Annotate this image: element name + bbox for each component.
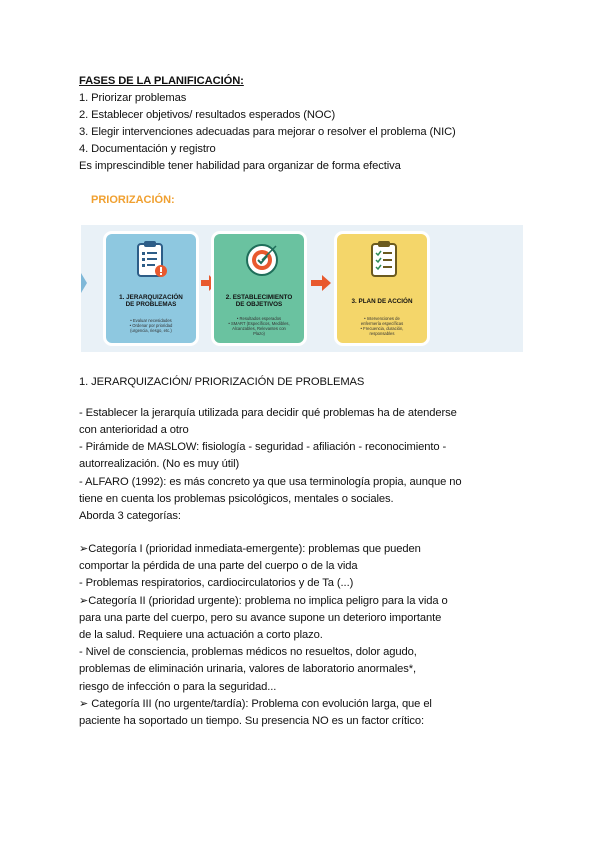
section1-line-2: con anterioridad a otro bbox=[79, 424, 189, 436]
card3-title-1: 3. PLAN DE ACCIÓN bbox=[351, 298, 413, 305]
category-line-8: problemas de eliminación urinaria, valores de laboratorio anormales*, bbox=[79, 663, 416, 675]
category-line-4: ➢Categoría II (prioridad urgente): problema no implica peligro para la vida o bbox=[79, 595, 448, 607]
phases-note: Es imprescindible tener habilidad para organizar de forma efectiva bbox=[79, 160, 401, 172]
clipboard-alert-icon bbox=[134, 240, 170, 280]
section1-line-7: Aborda 3 categorías: bbox=[79, 510, 181, 522]
section1-line-6: tiene en cuenta los problemas psicológicos, mentales o sociales. bbox=[79, 493, 394, 505]
card-plan-accion bbox=[334, 231, 430, 346]
card3-bullet-3: • Frecuencia, duración, bbox=[360, 326, 404, 331]
left-edge-arrow-icon bbox=[81, 273, 87, 293]
card-objetivos bbox=[211, 231, 307, 346]
card-jerarquizacion bbox=[103, 231, 199, 346]
phase-item-3: 3. Elegir intervenciones adecuadas para mejorar o resolver el problema (NIC) bbox=[79, 126, 456, 138]
card1-bullet-2: • Ordenar por prioridad bbox=[129, 323, 173, 328]
card2-title-1: 2. ESTABLECIMIENTO bbox=[225, 294, 293, 301]
phases-title: FASES DE LA PLANIFICACIÓN: bbox=[79, 75, 244, 87]
phase-item-4: 4. Documentación y registro bbox=[79, 143, 216, 155]
card2-bullet-4: Plazo) bbox=[253, 331, 265, 336]
priorizacion-heading: PRIORIZACIÓN: bbox=[91, 194, 175, 206]
card2-bullet-2: • SMART (Específicos, Medibles, bbox=[228, 321, 290, 326]
arrow-right-icon bbox=[311, 275, 331, 291]
category-line-5: para una parte del cuerpo, pero su avance supone un deterioro importante bbox=[79, 612, 442, 624]
card2-bullet-1: • Resultados esperados bbox=[236, 316, 282, 321]
card3-bullet-2: enfermería específicas bbox=[360, 321, 404, 326]
card3-bullet-4: responsables bbox=[369, 331, 395, 336]
section1-line-1: - Establecer la jerarquía utilizada para decidir qué problemas ha de atenderse bbox=[79, 407, 457, 419]
card1-title-2: DE PROBLEMAS bbox=[125, 301, 177, 308]
category-line-11: paciente ha soportado un tiempo. Su presencia NO es un factor crítico: bbox=[79, 715, 424, 727]
category-line-7: - Nivel de consciencia, problemas médicos no resueltos, dolor agudo, bbox=[79, 646, 417, 658]
category-line-6: de la salud. Requiere una actuación a corto plazo. bbox=[79, 629, 323, 641]
category-line-1: ➢Categoría I (prioridad inmediata-emergente): problemas que pueden bbox=[79, 543, 421, 555]
phase-item-1: 1. Priorizar problemas bbox=[79, 92, 187, 104]
card3-bullet-1: • Intervenciones de bbox=[364, 316, 400, 321]
planning-diagram bbox=[81, 225, 523, 352]
card1-title-1: 1. JERARQUIZACIÓN bbox=[119, 294, 183, 301]
phase-item-2: 2. Establecer objetivos/ resultados esperados (NOC) bbox=[79, 109, 336, 121]
category-line-2: comportar la pérdida de una parte del cuerpo o de la vida bbox=[79, 560, 358, 572]
section1-line-4: autorrealización. (No es muy útil) bbox=[79, 458, 240, 470]
section1-heading: 1. JERARQUIZACIÓN/ PRIORIZACIÓN DE PROBLEMAS bbox=[79, 376, 365, 388]
card1-bullet-3: (urgencia, riesgo, etc.) bbox=[130, 328, 172, 333]
clipboard-checklist-icon bbox=[367, 240, 403, 280]
category-line-10: ➢ Categoría III (no urgente/tardía): Problema con evolución larga, que el bbox=[79, 698, 432, 710]
card2-title-2: DE OBJETIVOS bbox=[235, 301, 283, 308]
category-line-9: riesgo de infección o para la seguridad... bbox=[79, 681, 277, 693]
category-line-3: - Problemas respiratorios, cardiocirculatorios y de Ta (...) bbox=[79, 577, 354, 589]
section1-line-5: - ALFARO (1992): es más concreto ya que usa terminología propia, aunque no bbox=[79, 476, 462, 488]
section1-line-3: - Pirámide de MASLOW: fisiología - seguridad - afiliación - reconocimiento - bbox=[79, 441, 447, 453]
card1-bullet-1: • Evaluar necesidades bbox=[130, 318, 172, 323]
card2-bullet-3: Alcanzables, Relevantes con bbox=[232, 326, 286, 331]
target-icon bbox=[242, 240, 282, 280]
